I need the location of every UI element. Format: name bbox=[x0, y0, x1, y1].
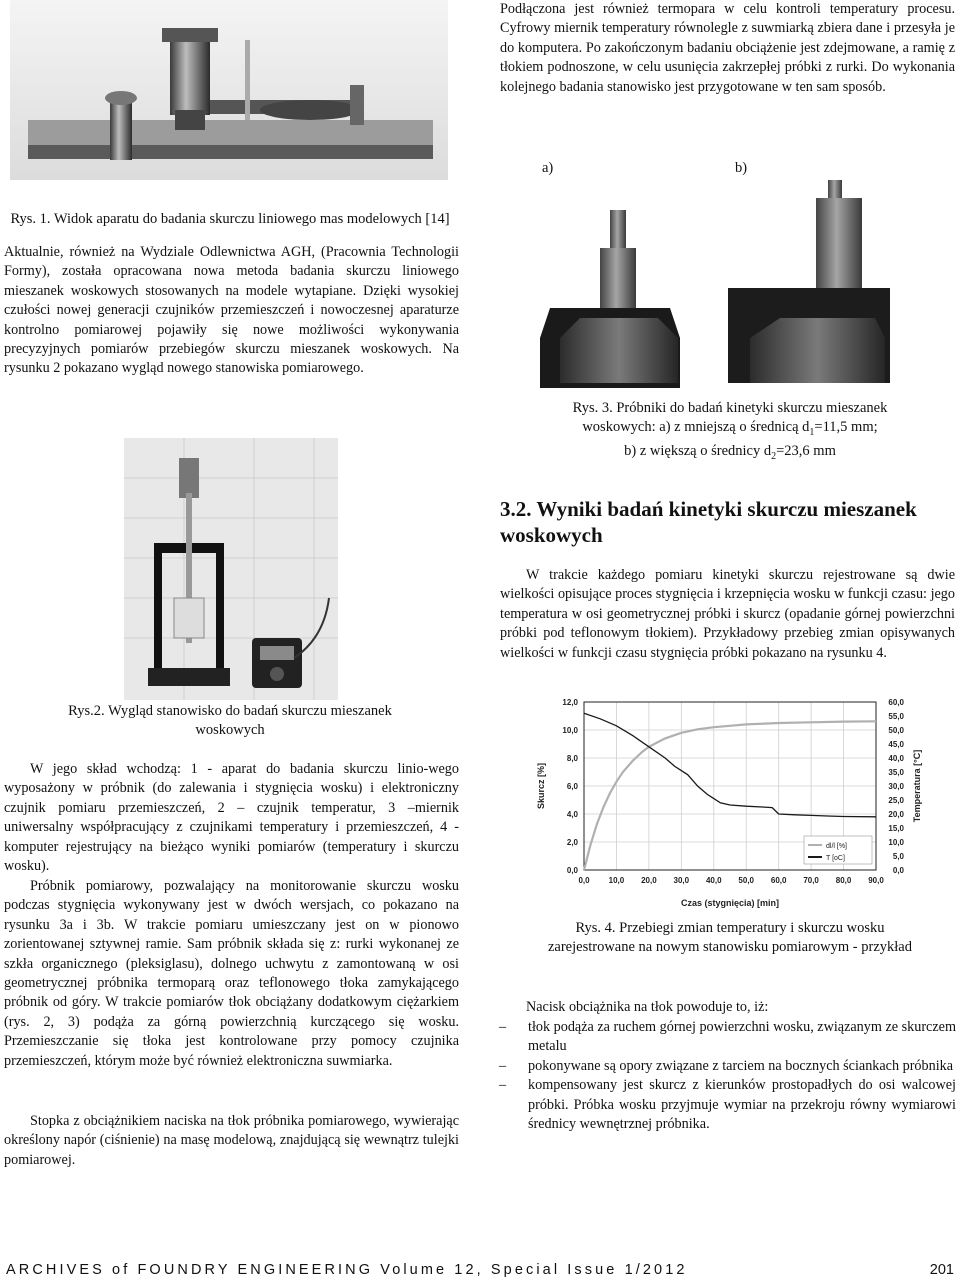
subscript-2: 2 bbox=[771, 450, 777, 462]
right-paragraph-top: Podłączona jest również termopara w celu kontroli temperatury procesu. Cyfrowy miernik temperatury równolegle z suwmiarką zbiera dane i przesyła je do komputera. Po zakończonym badaniu obciążenie jest zdejmowane, a ramię z tłokiem podnoszone, w celu usunięcia zakrzepłej próbki z rurki. Do wykonania kolejnego badania stanowisko jest przygotowane w ten sam sposób. bbox=[500, 1, 955, 95]
y-right-tick-label: 40,0 bbox=[888, 754, 904, 763]
figure-3-caption bbox=[520, 399, 940, 466]
left-paragraph-2: W jego skład wchodzą: 1 - aparat do badania skurczu linio-wego wyposażony w próbnik (do zalewania i stygnięcia wosku) i elektroniczny czujnik pomiaru przemieszczeń, 2 – czujnik temperatur, 3 –miernik uniwersalny współpracujący z czujnikami temperatury i przemieszczeń, 4 - komputer rejestrujący na bieżąco wyniki pomiarów (temperatury i skurczu wosku). bbox=[4, 761, 459, 875]
y-left-tick-label: 10,0 bbox=[562, 726, 578, 735]
y-right-tick-label: 50,0 bbox=[888, 726, 904, 735]
figure-2-caption: Rys.2. Wygląd stanowisko do badań skurczu mieszanek woskowych bbox=[68, 703, 392, 738]
figure-3-caption-line3a: b) z większą o średnicy d bbox=[624, 442, 772, 459]
x-tick-label: 90,0 bbox=[868, 876, 884, 885]
figure-3-photo bbox=[540, 178, 890, 396]
list-item-text: pokonywane są opory związane z tarciem na bocznych ściankach próbnika bbox=[528, 1057, 954, 1074]
y-right-tick-label: 55,0 bbox=[888, 712, 904, 721]
x-axis-label: Czas (stygnięcia) [min] bbox=[680, 898, 780, 908]
section-heading: 3.2. Wyniki badań kinetyki skurczu mieszanek woskowych bbox=[500, 497, 917, 547]
y-left-tick-label: 2,0 bbox=[566, 838, 578, 847]
x-tick-label: 30,0 bbox=[673, 876, 690, 885]
x-tick-label: 10,0 bbox=[608, 876, 625, 885]
y-right-tick-label: 0,0 bbox=[892, 866, 904, 875]
figure-3b-label: b) bbox=[735, 160, 748, 176]
figure-1-photo bbox=[10, 0, 448, 180]
y-right-tick-label: 20,0 bbox=[888, 810, 904, 819]
y-left-tick-label: 6,0 bbox=[566, 782, 578, 791]
figure-4-caption: Rys. 4. Przebiegi zmian temperatury i skurczu wosku zarejestrowane na nowym stanowisku pomiarowym - przykład bbox=[547, 920, 912, 955]
y-left-tick-label: 12,0 bbox=[562, 698, 578, 707]
figure-3-caption-line2a: woskowych: a) z mniejszą o średnicą d bbox=[582, 419, 810, 435]
bullet-list bbox=[496, 1018, 956, 1134]
figure-1-caption: Rys. 1. Widok aparatu do badania skurczu liniowego mas modelowych [14] bbox=[10, 211, 450, 227]
x-tick-label: 80,0 bbox=[835, 876, 852, 885]
legend-label: T [oC] bbox=[826, 855, 845, 862]
left-paragraph-1: Aktualnie, również na Wydziale Odlewnictwa AGH, (Pracownia Technologii Formy), została opracowana nowa metoda badania skurczu liniowego mieszanek woskowych stosowanych na modele wytapiane. Dzięki wysokiej czułości nowej generacji czujników przemieszczeń i nowoczesnej aparaturze kontrolno pomiarowej pojawiły się nowe możliwości wykonywania precyzyjnych pomiarów przebiegów skurczu mieszanek woskowych. Na rysunku 2 pokazano wygląd nowego stanowiska pomiarowego. bbox=[4, 244, 459, 377]
x-tick-label: 20,0 bbox=[641, 876, 657, 885]
y-left-axis-label: Skurcz [%] bbox=[536, 762, 546, 810]
list-intro: Nacisk obciążnika na tłok powoduje to, iż: bbox=[526, 999, 769, 1015]
y-right-tick-label: 35,0 bbox=[888, 768, 904, 777]
y-right-tick-label: 5,0 bbox=[892, 852, 904, 861]
x-tick-label: 0,0 bbox=[578, 876, 590, 885]
left-paragraph-4: Stopka z obciążnikiem naciska na tłok próbnika pomiarowego, wywierając określony napór (ciśnienie) na masę modelową, znajdującą się wewnątrz tulejki pomiarowej. bbox=[4, 1113, 459, 1168]
figure-3-caption-line1: Rys. 3. Próbniki do badań kinetyki skurczu mieszanek bbox=[572, 400, 888, 416]
x-tick-label: 50,0 bbox=[738, 876, 755, 885]
y-right-tick-label: 25,0 bbox=[888, 796, 904, 805]
x-tick-label: 40,0 bbox=[705, 876, 722, 885]
dash-marker: – bbox=[499, 1077, 507, 1094]
x-tick-label: 70,0 bbox=[803, 876, 819, 885]
y-right-tick-label: 10,0 bbox=[888, 838, 904, 847]
x-tick-label: 60,0 bbox=[770, 876, 787, 885]
dash-marker: – bbox=[499, 1057, 507, 1074]
dash-marker: – bbox=[499, 1019, 507, 1035]
figure-2-photo bbox=[124, 438, 338, 700]
chart-svg bbox=[530, 694, 960, 916]
list-item-text: tłok podąża za ruchem górnej powierzchni wosku, związanym ze skurczem metalu bbox=[528, 1019, 956, 1055]
figure-3-caption-line2b: =11,5 mm; bbox=[814, 419, 878, 435]
legend-label: dl/l [%] bbox=[826, 843, 848, 850]
list-item bbox=[496, 1057, 956, 1076]
y-left-tick-label: 8,0 bbox=[566, 754, 578, 763]
figure-3-caption-line3b: =23,6 mm bbox=[776, 442, 836, 459]
list-item-text: kompensowany jest skurcz z kierunków prostopadłych do osi walcowej próbki. Próbka wosku przyjmuje wymiar na przekroju równy wymiarowi średnicy wewnętrznej próbnika. bbox=[528, 1077, 956, 1133]
figure-4-chart bbox=[530, 694, 960, 916]
page-footer bbox=[6, 1262, 954, 1278]
y-left-tick-label: 4,0 bbox=[566, 810, 578, 819]
journal-name: ARCHIVES of FOUNDRY ENGINEERING Volume 12, Special Issue 1/2012 bbox=[6, 1262, 688, 1278]
y-right-tick-label: 15,0 bbox=[888, 824, 904, 833]
list-item bbox=[496, 1076, 956, 1134]
y-right-axis-label: Temperatura [°C] bbox=[912, 749, 922, 823]
y-right-tick-label: 45,0 bbox=[888, 740, 904, 749]
right-paragraph-section: W trakcie każdego pomiaru kinetyki skurczu rejestrowane są dwie wielkości opisujące proces stygnięcia i krzepnięcia wosku w funkcji czasu: jego temperatura w osi geometrycznej próbki i skurcz (opadanie górnej powierzchni próbki pod teflonowym tłokiem). Przykładowy przebieg zmian opisywanych wielkości w funkcji czasu stygnięcia próbki pokazano na rysunku 4. bbox=[500, 567, 955, 661]
y-right-tick-label: 30,0 bbox=[888, 782, 904, 791]
list-item bbox=[496, 1018, 956, 1057]
subscript-1: 1 bbox=[809, 426, 815, 438]
page-number: 201 bbox=[929, 1262, 954, 1278]
y-left-tick-label: 0,0 bbox=[566, 866, 578, 875]
left-paragraph-3: Próbnik pomiarowy, pozwalający na monitorowanie skurczu wosku podczas stygnięcia wykonywany jest w dwóch wersjach, co pokazano na rysunku 3a i 3b. W trakcie pomiaru umieszczany jest on w pionowo zorientowanej sztywnej ramie. Sam próbnik składa się z: rurki wykonanej ze szkła organicznego (pleksiglasu), dolnego uchwytu z zamontowaną w osi geometrycznej próbnika termoparą oraz teflonowego tłoka zamykającego próbnik od góry. W trakcie pomiarów tłok obciążany dodatkowym ciężarkiem (rys. 2, 3) podąża za górną powierzchnią kurczącego się wosku. Przemieszczanie się tłoka jest kontrolowane przy pomocy czujnika przemieszczeń, którym może być również elektroniczna suwmiarka. bbox=[4, 878, 459, 1069]
y-right-tick-label: 60,0 bbox=[888, 698, 904, 707]
figure-3a-label: a) bbox=[542, 160, 554, 176]
